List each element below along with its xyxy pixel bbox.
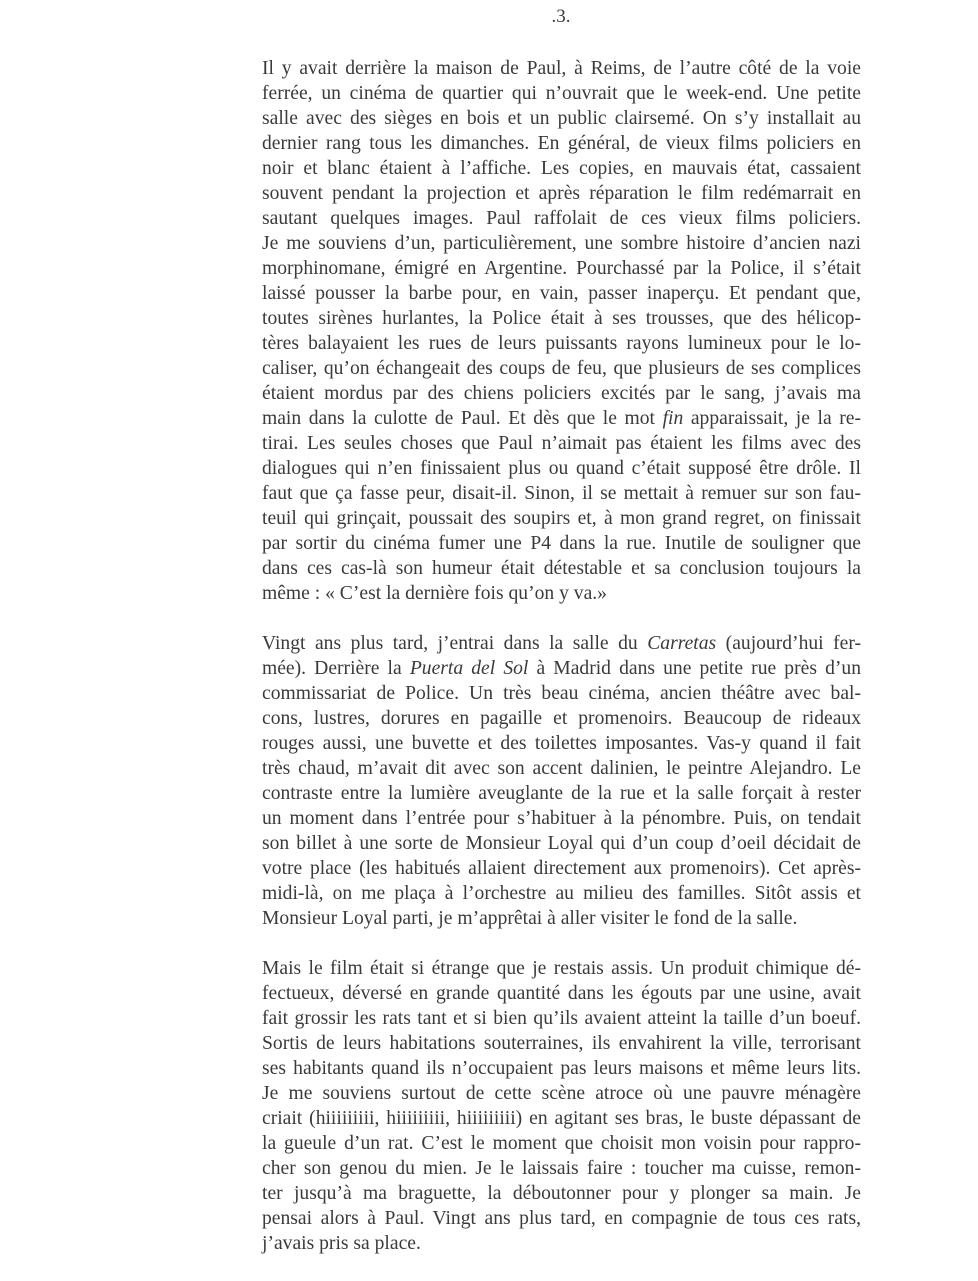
- text-line: Il y avait derrière la maison de Paul, à Reims, de l’autre côté de la voie: [262, 58, 861, 79]
- text-line: midi-là, on me plaça à l’orchestre au milieu des familles. Sitôt assis et: [262, 883, 861, 904]
- text-line: tères balayaient les rues de leurs puissants rayons lumineux pour le lo-: [262, 333, 861, 354]
- text-line: souvent pendant la projection et après réparation le film redémarrait en: [262, 183, 861, 204]
- paragraph-3: [262, 956, 861, 1256]
- text-line: Mais le film était si étrange que je restais assis. Un produit chimique dé-: [262, 958, 861, 979]
- text-line: cher son genou du mien. Je le laissais faire : toucher ma cuisse, remon-: [262, 1158, 861, 1179]
- text-line: un moment dans l’entrée pour s’habituer à la pénombre. Puis, on tendait: [262, 808, 861, 829]
- text-line: dans ces cas-là son humeur était détestable et sa conclusion toujours la: [262, 558, 861, 579]
- text-line: son billet à une sorte de Monsieur Loyal qui d’un coup d’oeil décidait de: [262, 833, 861, 854]
- text-line: main dans la culotte de Paul. Et dès que le mot fin apparaissait, je la re-: [262, 408, 861, 429]
- text-line: fectueux, déversé en grande quantité dans les égouts par une usine, avait: [262, 983, 861, 1004]
- text-line: pensai alors à Paul. Vingt ans plus tard, en compagnie de tous ces rats,: [262, 1208, 861, 1229]
- text-line: morphinomane, émigré en Argentine. Pourchassé par la Police, il s’était: [262, 258, 861, 279]
- text-line: ferrée, un cinéma de quartier qui n’ouvrait que le week-end. Une petite: [262, 83, 861, 104]
- text-line: criait (hiiiiiiiii, hiiiiiiiii, hiiiiiiiii) en agitant ses bras, le buste dépassant de: [262, 1108, 861, 1129]
- text-line: cons, lustres, dorures en pagaille et promenoirs. Beaucoup de rideaux: [262, 708, 861, 729]
- text-line: la gueule d’un rat. C’est le moment que choisit mon voisin pour rappro-: [262, 1133, 861, 1154]
- text-column: [262, 56, 861, 1281]
- text-line: votre place (les habitués allaient directement aux promenoirs). Cet après-: [262, 858, 861, 879]
- text-line: sautant quelques images. Paul raffolait de ces vieux films policiers.: [262, 208, 861, 229]
- text-line: tirai. Les seules choses que Paul n’aimait pas étaient les films avec des: [262, 433, 861, 454]
- text-line: caliser, qu’on échangeait des coups de feu, que plusieurs de ses complices: [262, 358, 861, 379]
- text-line: par sortir du cinéma fumer une P4 dans la rue. Inutile de souligner que: [262, 533, 861, 554]
- text-line: Je me souviens surtout de cette scène atroce où une pauvre ménagère: [262, 1083, 861, 1104]
- text-line: même : « C’est la dernière fois qu’on y va.»: [262, 583, 607, 604]
- text-line: rouges aussi, une buvette et des toilettes imposantes. Vas-y quand il fait: [262, 733, 861, 754]
- text-line: Je me souviens d’un, particulièrement, une sombre histoire d’ancien nazi: [262, 233, 861, 254]
- text-line: Vingt ans plus tard, j’entrai dans la salle du Carretas (aujourd’hui fer-: [262, 633, 861, 654]
- text-line: contraste entre la lumière aveuglante de la rue et la salle forçait à rester: [262, 783, 861, 804]
- text-line: laissé pousser la barbe pour, en vain, passer inaperçu. Et pendant que,: [262, 283, 861, 304]
- text-line: faut que ça fasse peur, disait-il. Sinon, il se mettait à remuer sur son fau-: [262, 483, 861, 504]
- text-line: dialogues qui n’en finissaient plus ou quand c’était supposé être drôle. Il: [262, 458, 861, 479]
- text-line: commissariat de Police. Un très beau cinéma, ancien théâtre avec bal-: [262, 683, 861, 704]
- text-line: j’avais pris sa place.: [262, 1233, 421, 1254]
- text-line: noir et blanc étaient à l’affiche. Les copies, en mauvais état, cassaient: [262, 158, 861, 179]
- text-line: mée). Derrière la Puerta del Sol à Madrid dans une petite rue près d’un: [262, 658, 861, 679]
- paragraph-2: [262, 631, 861, 931]
- text-line: étaient mordus par des chiens policiers excités par le sang, j’avais ma: [262, 383, 861, 404]
- text-line: ter jusqu’à ma braguette, la déboutonner pour y plonger sa main. Je: [262, 1183, 861, 1204]
- paragraph-1: [262, 56, 861, 606]
- text-line: dernier rang tous les dimanches. En général, de vieux films policiers en: [262, 133, 861, 154]
- page-number: .3.: [551, 6, 571, 27]
- text-line: toutes sirènes hurlantes, la Police était à ses trousses, que des hélicop-: [262, 308, 861, 329]
- text-line: salle avec des sièges en bois et un public clairsemé. On s’y installait au: [262, 108, 861, 129]
- text-line: Monsieur Loyal parti, je m’apprêtai à aller visiter le fond de la salle.: [262, 908, 798, 929]
- text-line: très chaud, m’avait dit avec son accent dalinien, le peintre Alejandro. Le: [262, 758, 861, 779]
- text-line: fait grossir les rats tant et si bien qu’ils avaient atteint la taille d’un boeuf.: [262, 1008, 861, 1029]
- text-line: Sortis de leurs habitations souterraines, ils envahirent la ville, terrorisant: [262, 1033, 861, 1054]
- text-line: ses habitants quand ils n’occupaient pas leurs maisons et même leurs lits.: [262, 1058, 861, 1079]
- text-line: teuil qui grinçait, poussait des soupirs et, à mon grand regret, on finissait: [262, 508, 861, 529]
